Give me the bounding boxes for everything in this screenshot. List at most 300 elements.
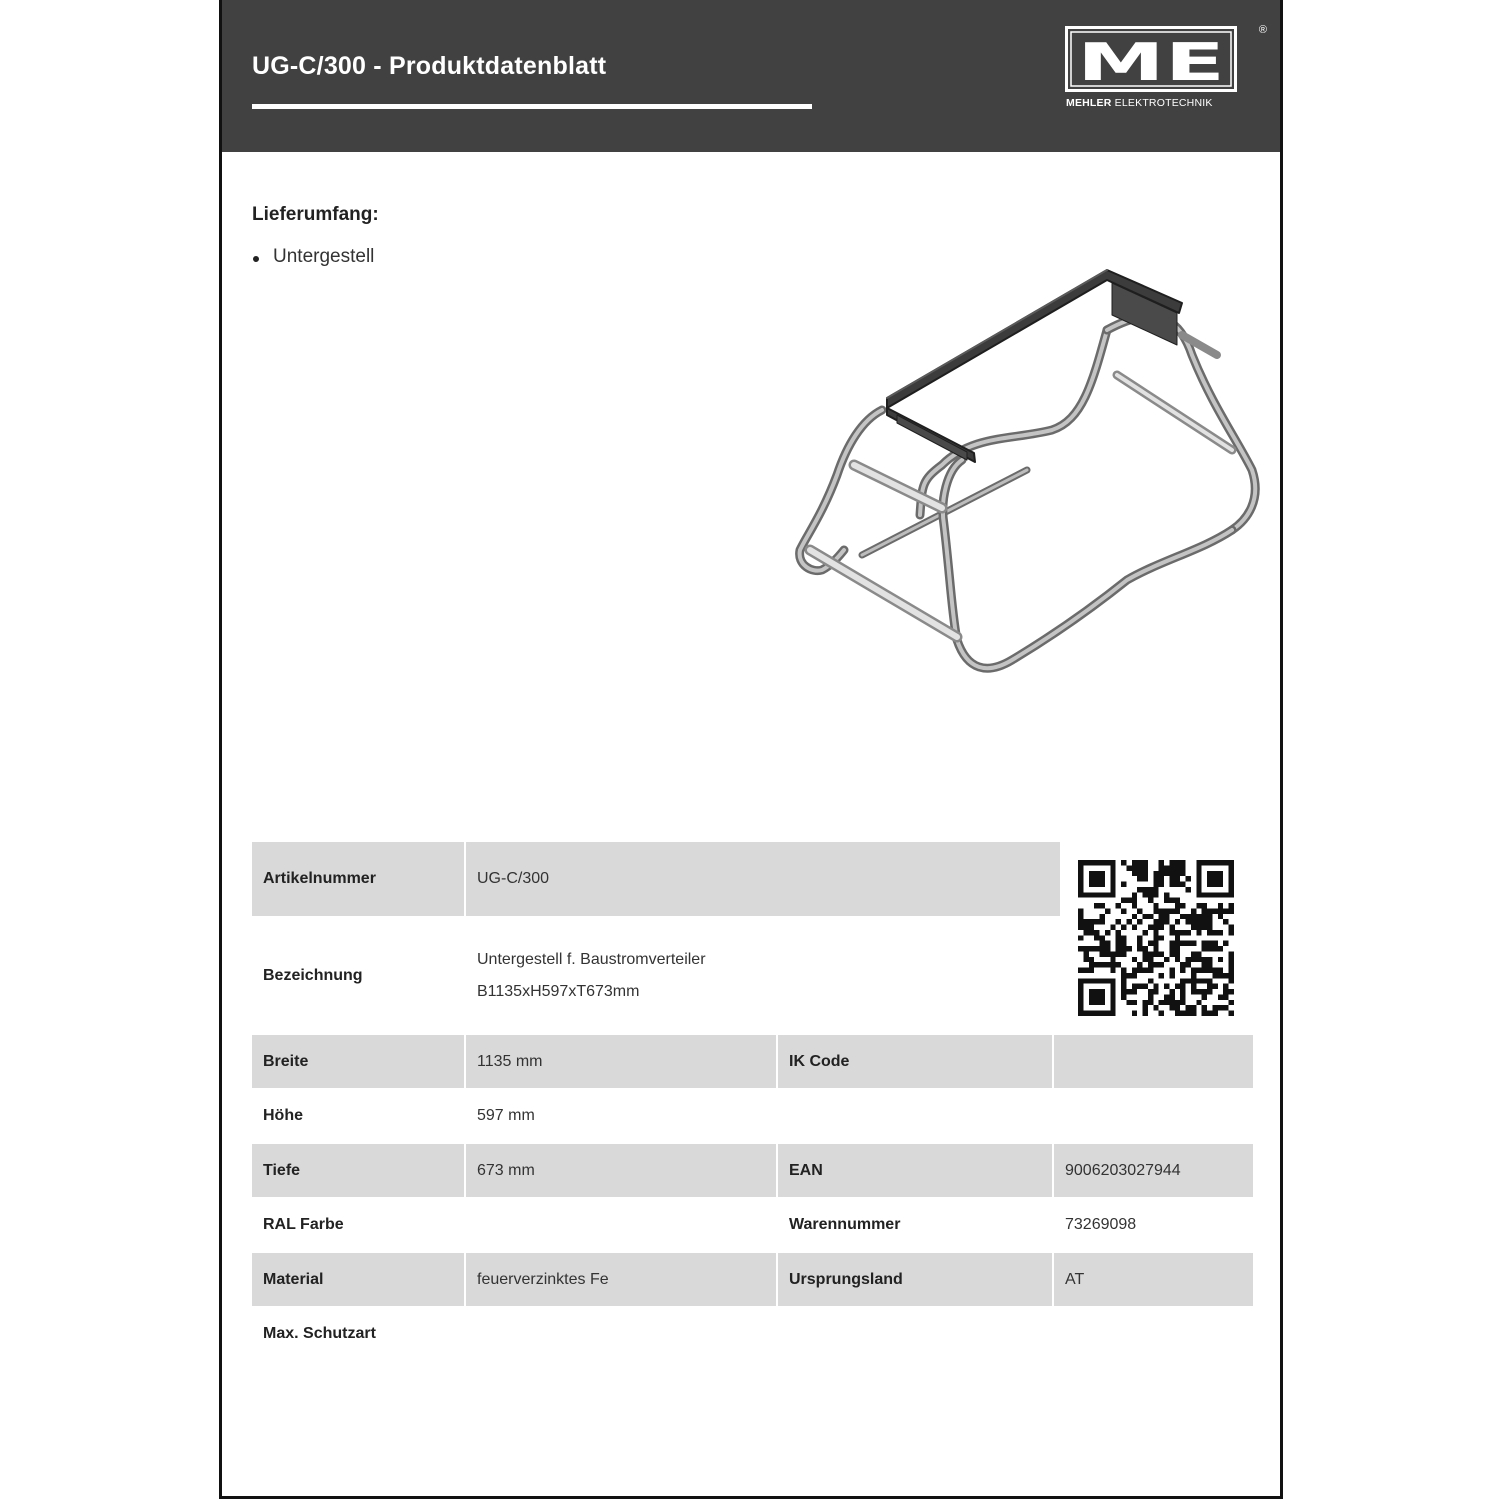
- qr-module: [1089, 882, 1094, 887]
- registered-mark: ®: [1258, 24, 1267, 36]
- qr-module: [1191, 968, 1196, 973]
- qr-module: [1078, 882, 1083, 887]
- qr-module: [1212, 1005, 1217, 1010]
- qr-module: [1116, 946, 1121, 951]
- qr-module: [1218, 994, 1223, 999]
- datasheet-page: [219, 0, 1283, 1499]
- qr-module: [1105, 951, 1110, 956]
- qr-module: [1089, 860, 1094, 865]
- qr-module: [1229, 989, 1234, 994]
- qr-module: [1132, 871, 1137, 876]
- logo-wordmark: [1066, 97, 1213, 109]
- qr-module: [1110, 1011, 1115, 1016]
- qr-module: [1202, 968, 1207, 973]
- qr-module: [1229, 1000, 1234, 1005]
- qr-module: [1169, 930, 1174, 935]
- qr-module: [1223, 892, 1228, 897]
- logo-mark: ME: [1077, 33, 1225, 92]
- qr-module: [1100, 1000, 1105, 1005]
- label-ik-code: IK Code: [778, 1035, 1052, 1088]
- qr-module: [1164, 994, 1169, 999]
- qr-module: [1121, 882, 1126, 887]
- qr-module: [1175, 1005, 1180, 1010]
- qr-module: [1202, 892, 1207, 897]
- qr-module: [1212, 892, 1217, 897]
- qr-module: [1100, 914, 1105, 919]
- qr-module: [1180, 871, 1185, 876]
- qr-module: [1186, 876, 1191, 881]
- qr-module: [1180, 962, 1185, 967]
- table-row-material: [252, 1253, 1253, 1306]
- qr-module: [1223, 973, 1228, 978]
- qr-module: [1153, 908, 1158, 913]
- qr-module: [1110, 882, 1115, 887]
- qr-module: [1229, 876, 1234, 881]
- qr-module: [1159, 919, 1164, 924]
- qr-module: [1202, 978, 1207, 983]
- qr-module: [1212, 860, 1217, 865]
- qr-module: [1116, 941, 1121, 946]
- qr-module: [1207, 925, 1212, 930]
- qr-module: [1078, 860, 1083, 865]
- qr-module: [1159, 871, 1164, 876]
- qr-module: [1191, 989, 1196, 994]
- qr-module: [1202, 957, 1207, 962]
- qr-module: [1089, 994, 1094, 999]
- qr-module: [1153, 925, 1158, 930]
- qr-module: [1169, 989, 1174, 994]
- qr-module: [1229, 930, 1234, 935]
- value-ean: 9006203027944: [1054, 1144, 1253, 1197]
- base-frame-illustration: [762, 255, 1272, 705]
- qr-module: [1169, 951, 1174, 956]
- qr-module: [1207, 871, 1212, 876]
- qr-module: [1078, 914, 1083, 919]
- qr-module: [1100, 962, 1105, 967]
- qr-module: [1207, 882, 1212, 887]
- qr-module: [1196, 876, 1201, 881]
- qr-module: [1169, 946, 1174, 951]
- qr-module: [1180, 903, 1185, 908]
- qr-module: [1116, 962, 1121, 967]
- qr-module: [1159, 876, 1164, 881]
- qr-module: [1169, 968, 1174, 973]
- qr-module: [1202, 919, 1207, 924]
- qr-module: [1121, 984, 1126, 989]
- qr-module: [1148, 994, 1153, 999]
- qr-module: [1229, 962, 1234, 967]
- qr-module: [1218, 876, 1223, 881]
- qr-module: [1159, 914, 1164, 919]
- qr-module: [1212, 946, 1217, 951]
- qr-module: [1116, 919, 1121, 924]
- table-row-protection: [252, 1306, 1253, 1362]
- qr-module: [1191, 914, 1196, 919]
- qr-module: [1180, 978, 1185, 983]
- qr-module: [1132, 898, 1137, 903]
- qr-module: [1218, 946, 1223, 951]
- qr-module: [1191, 957, 1196, 962]
- qr-module: [1202, 1011, 1207, 1016]
- qr-module: [1121, 946, 1126, 951]
- qr-module: [1137, 935, 1142, 940]
- qr-module: [1229, 978, 1234, 983]
- qr-module: [1126, 898, 1131, 903]
- qr-module: [1186, 919, 1191, 924]
- qr-module: [1137, 865, 1142, 870]
- qr-module: [1196, 978, 1201, 983]
- qr-module: [1212, 941, 1217, 946]
- qr-module: [1148, 898, 1153, 903]
- qr-module: [1126, 865, 1131, 870]
- qr-module: [1148, 957, 1153, 962]
- qr-module: [1202, 903, 1207, 908]
- qr-module: [1148, 941, 1153, 946]
- qr-module: [1207, 876, 1212, 881]
- qr-module: [1153, 941, 1158, 946]
- qr-module: [1191, 908, 1196, 913]
- qr-module: [1132, 865, 1137, 870]
- qr-module: [1207, 978, 1212, 983]
- qr-module: [1100, 946, 1105, 951]
- qr-module: [1094, 919, 1099, 924]
- qr-module: [1094, 903, 1099, 908]
- qr-module: [1148, 989, 1153, 994]
- qr-module: [1212, 930, 1217, 935]
- qr-module: [1078, 871, 1083, 876]
- qr-module: [1169, 871, 1174, 876]
- label-height: Höhe: [263, 1107, 303, 1124]
- qr-module: [1078, 908, 1083, 913]
- qr-module: [1132, 903, 1137, 908]
- qr-module: [1105, 978, 1110, 983]
- qr-module: [1121, 908, 1126, 913]
- qr-module: [1148, 951, 1153, 956]
- qr-module: [1196, 892, 1201, 897]
- qr-module: [1229, 925, 1234, 930]
- qr-module: [1089, 919, 1094, 924]
- qr-module: [1212, 871, 1217, 876]
- value-protection: [466, 1306, 776, 1362]
- qr-module: [1110, 860, 1115, 865]
- qr-module: [1191, 919, 1196, 924]
- qr-module: [1153, 935, 1158, 940]
- qr-module: [1207, 968, 1212, 973]
- qr-module: [1196, 919, 1201, 924]
- qr-module: [1159, 1000, 1164, 1005]
- value-customs: 73269098: [1065, 1216, 1137, 1233]
- qr-module: [1196, 871, 1201, 876]
- qr-module: [1143, 887, 1148, 892]
- qr-module: [1143, 957, 1148, 962]
- value-ral: [466, 1197, 776, 1253]
- qr-module: [1207, 892, 1212, 897]
- qr-module: [1186, 962, 1191, 967]
- qr-module: [1207, 930, 1212, 935]
- qr-module: [1191, 1005, 1196, 1010]
- qr-module: [1202, 908, 1207, 913]
- qr-module: [1089, 962, 1094, 967]
- qr-module: [1132, 914, 1137, 919]
- qr-module: [1110, 865, 1115, 870]
- value-height: 597 mm: [477, 1107, 535, 1124]
- scope-heading: Lieferumfang:: [252, 204, 379, 225]
- qr-module: [1175, 957, 1180, 962]
- qr-module: [1180, 865, 1185, 870]
- qr-module: [1137, 876, 1142, 881]
- qr-module: [1078, 935, 1083, 940]
- qr-module: [1212, 876, 1217, 881]
- qr-module: [1186, 978, 1191, 983]
- qr-module: [1083, 1011, 1088, 1016]
- qr-module: [1110, 962, 1115, 967]
- qr-module: [1186, 887, 1191, 892]
- qr-module: [1126, 946, 1131, 951]
- qr-module: [1175, 919, 1180, 924]
- qr-module: [1110, 984, 1115, 989]
- qr-module: [1218, 892, 1223, 897]
- qr-module: [1202, 941, 1207, 946]
- qr-module: [1196, 1000, 1201, 1005]
- label-depth: Tiefe: [252, 1144, 464, 1197]
- qr-module: [1175, 941, 1180, 946]
- qr-module: [1143, 892, 1148, 897]
- qr-module: [1105, 892, 1110, 897]
- qr-module: [1083, 925, 1088, 930]
- qr-module: [1153, 989, 1158, 994]
- qr-module: [1229, 908, 1234, 913]
- qr-module: [1110, 989, 1115, 994]
- qr-module: [1143, 1005, 1148, 1010]
- qr-module: [1094, 876, 1099, 881]
- qr-module: [1121, 978, 1126, 983]
- qr-module: [1116, 903, 1121, 908]
- qr-module: [1094, 860, 1099, 865]
- label-designation: Bezeichnung: [263, 966, 363, 984]
- qr-module: [1175, 903, 1180, 908]
- designation-line-1: Untergestell f. Baustromverteiler: [477, 950, 706, 968]
- qr-module: [1116, 930, 1121, 935]
- qr-module: [1191, 925, 1196, 930]
- qr-module: [1175, 908, 1180, 913]
- qr-module: [1169, 876, 1174, 881]
- qr-module: [1207, 957, 1212, 962]
- qr-module: [1132, 892, 1137, 897]
- qr-module: [1196, 887, 1201, 892]
- qr-module: [1153, 882, 1158, 887]
- qr-module: [1105, 962, 1110, 967]
- qr-module: [1126, 973, 1131, 978]
- qr-module: [1218, 860, 1223, 865]
- qr-module: [1196, 930, 1201, 935]
- qr-module: [1180, 1000, 1185, 1005]
- qr-module: [1094, 994, 1099, 999]
- qr-code-icon: [1078, 860, 1234, 1016]
- qr-module: [1143, 1011, 1148, 1016]
- qr-module: [1229, 887, 1234, 892]
- qr-module: [1164, 1000, 1169, 1005]
- qr-module: [1110, 925, 1115, 930]
- qr-module: [1164, 984, 1169, 989]
- qr-module: [1143, 968, 1148, 973]
- qr-module: [1121, 860, 1126, 865]
- qr-module: [1143, 1000, 1148, 1005]
- qr-module: [1132, 1011, 1137, 1016]
- label-width: Breite: [252, 1035, 464, 1088]
- qr-module: [1078, 994, 1083, 999]
- qr-module: [1089, 946, 1094, 951]
- qr-module: [1137, 984, 1142, 989]
- qr-module: [1191, 984, 1196, 989]
- qr-module: [1121, 941, 1126, 946]
- qr-module: [1229, 882, 1234, 887]
- qr-module: [1202, 946, 1207, 951]
- qr-module: [1229, 865, 1234, 870]
- qr-module: [1223, 989, 1228, 994]
- qr-module: [1110, 1000, 1115, 1005]
- qr-module: [1143, 951, 1148, 956]
- qr-module: [1121, 973, 1126, 978]
- qr-module: [1083, 951, 1088, 956]
- qr-module: [1132, 968, 1137, 973]
- qr-module: [1100, 876, 1105, 881]
- qr-module: [1159, 908, 1164, 913]
- logo-brand: MEHLER: [1066, 97, 1112, 109]
- qr-module: [1137, 871, 1142, 876]
- designation-line-2: B1135xH597xT673mm: [477, 982, 640, 1000]
- qr-module: [1105, 941, 1110, 946]
- qr-module: [1169, 941, 1174, 946]
- qr-module: [1218, 914, 1223, 919]
- qr-module: [1229, 951, 1234, 956]
- title-underline: [252, 104, 812, 109]
- qr-module: [1078, 984, 1083, 989]
- qr-module: [1164, 892, 1169, 897]
- me-logo-icon: [1065, 26, 1237, 92]
- qr-module: [1229, 860, 1234, 865]
- qr-module: [1121, 989, 1126, 994]
- qr-module: [1196, 903, 1201, 908]
- qr-module: [1175, 946, 1180, 951]
- qr-module: [1078, 978, 1083, 983]
- qr-module: [1186, 957, 1191, 962]
- qr-module: [1196, 925, 1201, 930]
- qr-module: [1105, 946, 1110, 951]
- qr-module: [1164, 898, 1169, 903]
- qr-module: [1089, 892, 1094, 897]
- qr-module: [1143, 876, 1148, 881]
- qr-module: [1202, 925, 1207, 930]
- qr-module: [1229, 1011, 1234, 1016]
- qr-module: [1153, 919, 1158, 924]
- qr-module: [1180, 914, 1185, 919]
- qr-module: [1164, 914, 1169, 919]
- qr-module: [1110, 871, 1115, 876]
- qr-module: [1169, 865, 1174, 870]
- qr-module: [1186, 1011, 1191, 1016]
- qr-module: [1083, 968, 1088, 973]
- qr-module: [1159, 1011, 1164, 1016]
- qr-module: [1175, 930, 1180, 935]
- qr-module: [1132, 860, 1137, 865]
- qr-module: [1110, 951, 1115, 956]
- qr-module: [1159, 935, 1164, 940]
- qr-module: [1196, 957, 1201, 962]
- label-ral: RAL Farbe: [263, 1216, 344, 1233]
- qr-module: [1094, 892, 1099, 897]
- qr-module: [1207, 908, 1212, 913]
- qr-module: [1159, 951, 1164, 956]
- qr-module: [1169, 882, 1174, 887]
- label-customs: Warennummer: [789, 1216, 901, 1233]
- qr-module: [1175, 871, 1180, 876]
- qr-module: [1223, 984, 1228, 989]
- qr-module: [1212, 882, 1217, 887]
- qr-module: [1191, 951, 1196, 956]
- qr-module: [1100, 919, 1105, 924]
- qr-module: [1100, 903, 1105, 908]
- qr-module: [1100, 871, 1105, 876]
- qr-module: [1078, 919, 1083, 924]
- label-material: Material: [252, 1253, 464, 1306]
- qr-module: [1180, 941, 1185, 946]
- qr-module: [1223, 994, 1228, 999]
- qr-module: [1159, 962, 1164, 967]
- qr-module: [1083, 860, 1088, 865]
- qr-module: [1089, 930, 1094, 935]
- qr-module: [1212, 984, 1217, 989]
- qr-module: [1143, 871, 1148, 876]
- qr-module: [1180, 860, 1185, 865]
- qr-module: [1164, 919, 1169, 924]
- qr-module: [1094, 882, 1099, 887]
- qr-module: [1207, 1011, 1212, 1016]
- qr-module: [1083, 946, 1088, 951]
- qr-module: [1126, 919, 1131, 924]
- qr-module: [1169, 973, 1174, 978]
- qr-module: [1159, 882, 1164, 887]
- qr-module: [1207, 914, 1212, 919]
- qr-module: [1175, 882, 1180, 887]
- qr-module: [1110, 876, 1115, 881]
- qr-module: [1100, 860, 1105, 865]
- qr-module: [1083, 957, 1088, 962]
- qr-module: [1143, 930, 1148, 935]
- qr-module: [1121, 898, 1126, 903]
- qr-module: [1094, 989, 1099, 994]
- qr-module: [1100, 892, 1105, 897]
- qr-module: [1191, 973, 1196, 978]
- qr-module: [1089, 1000, 1094, 1005]
- qr-module: [1169, 1000, 1174, 1005]
- qr-module: [1116, 935, 1121, 940]
- qr-module: [1229, 903, 1234, 908]
- qr-module: [1153, 892, 1158, 897]
- qr-module: [1126, 1000, 1131, 1005]
- qr-module: [1148, 887, 1153, 892]
- qr-module: [1105, 930, 1110, 935]
- table-row-depth: [252, 1144, 1253, 1197]
- qr-module: [1212, 1011, 1217, 1016]
- qr-module: [1143, 914, 1148, 919]
- qr-module: [1202, 994, 1207, 999]
- label-protection: Max. Schutzart: [263, 1325, 376, 1342]
- qr-module: [1137, 946, 1142, 951]
- qr-module: [1175, 865, 1180, 870]
- qr-module: [1148, 914, 1153, 919]
- qr-module: [1094, 946, 1099, 951]
- qr-module: [1196, 968, 1201, 973]
